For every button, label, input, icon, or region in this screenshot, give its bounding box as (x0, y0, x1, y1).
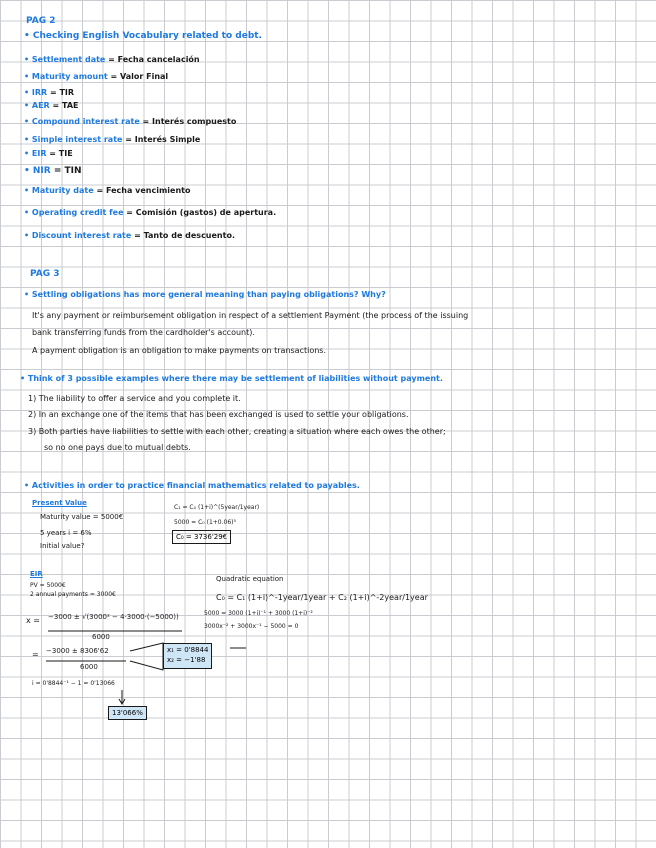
equation-2: 3000x⁻² + 3000x⁻¹ − 5000 = 0 (204, 623, 299, 630)
example-1: 1) The liability to offer a service and you complete it. (28, 394, 241, 403)
eir-result-box: 13'066% (108, 706, 147, 720)
vocab-item: • EIR = TIE (24, 149, 73, 158)
root-x2: x₂ = −1'88 (167, 655, 206, 664)
eq-numerator: −3000 ± 8306'62 (46, 647, 109, 655)
answer-1-line-1: It's any payment or reimbursement obligation in respect of a settlement Payment (the process of the issuing (32, 311, 469, 320)
x-lhs: x = (26, 616, 40, 625)
vocab-item: • Settlement date = Fecha cancelación (24, 55, 200, 64)
vocab-item: • IRR = TIR (24, 88, 75, 97)
pv-initial-value: Initial value? (40, 542, 85, 550)
vocab-item: • Maturity amount = Valor Final (24, 72, 169, 81)
answer-1-line-2: bank transferring funds from the cardholder's account). (32, 328, 255, 337)
bracket-to-roots (130, 643, 163, 670)
vocab-item: • Compound interest rate = Interés compuesto (24, 117, 237, 126)
eir-payments: 2 annual payments = 3000€ (30, 591, 116, 598)
root-x1: x₁ = 0'8844 (167, 646, 209, 654)
present-value-title: Present Value (32, 499, 87, 507)
example-2: 2) In an exchange one of the items that has been exchanged is used to settle your obligations. (28, 410, 409, 419)
question-1: • Settling obligations has more general meaning than paying obligations? Why? (24, 290, 386, 299)
quadratic-title: Quadratic equation (216, 575, 284, 583)
answer-1-line-3: A payment obligation is an obligation to make payments on transactions. (32, 346, 327, 355)
example-3-line-2: so no one pays due to mutual debts. (44, 443, 191, 452)
vocab-item: • Operating credit fee = Comisión (gastos) de apertura. (24, 208, 277, 217)
pv-maturity-value: Maturity value = 5000€ (40, 513, 124, 521)
equation-1: 5000 = 3000 (1+i)⁻¹ + 3000 (1+i)⁻² (204, 610, 313, 617)
vocab-item: • Discount interest rate = Tanto de descuento. (24, 231, 235, 240)
example-3-line-1: 3) Both parties have liabilities to settle with each other, creating a situation where each owes the other; (28, 427, 446, 436)
pv-substitution: 5000 = C₀ (1+0.06)⁵ (174, 519, 236, 526)
x-numerator: −3000 ± √(3000² − 4·3000·(−5000)) (48, 613, 179, 621)
vocab-item: • Maturity date = Fecha vencimiento (24, 186, 191, 195)
quadratic-formula: C₀ = C₁ (1+i)^-1year/1year + C₂ (1+i)^-2year/1year (216, 593, 428, 602)
question-2: • Think of 3 possible examples where there may be settlement of liabilities without payment. (20, 374, 443, 383)
i-calculation: i = 0'8844⁻¹ − 1 = 0'13066 (32, 680, 115, 687)
page-3-title: PAG 3 (30, 269, 60, 279)
eir-title: EIR (30, 570, 43, 578)
eq-lhs: = (32, 650, 39, 659)
question-3: • Activities in order to practice financial mathematics related to payables. (24, 481, 360, 490)
pv-result-box: C₀ = 3736'29€ (172, 530, 231, 544)
pv-years-rate: 5 years i = 6% (40, 529, 92, 537)
vocab-item: • Simple interest rate = Interés Simple (24, 135, 201, 144)
vocab-heading: • Checking English Vocabulary related to debt. (24, 31, 262, 41)
vocab-item: • AER = TAE (24, 101, 79, 110)
pv-formula: C₁ = C₀ (1+i)^(5year/1year) (174, 504, 260, 511)
page-2-title: PAG 2 (26, 16, 56, 26)
vocab-item: • NIR = TIN (24, 166, 82, 176)
eq-denominator: 6000 (80, 663, 98, 671)
eir-pv: PV = 5000€ (30, 582, 66, 589)
x-denominator: 6000 (92, 633, 110, 641)
